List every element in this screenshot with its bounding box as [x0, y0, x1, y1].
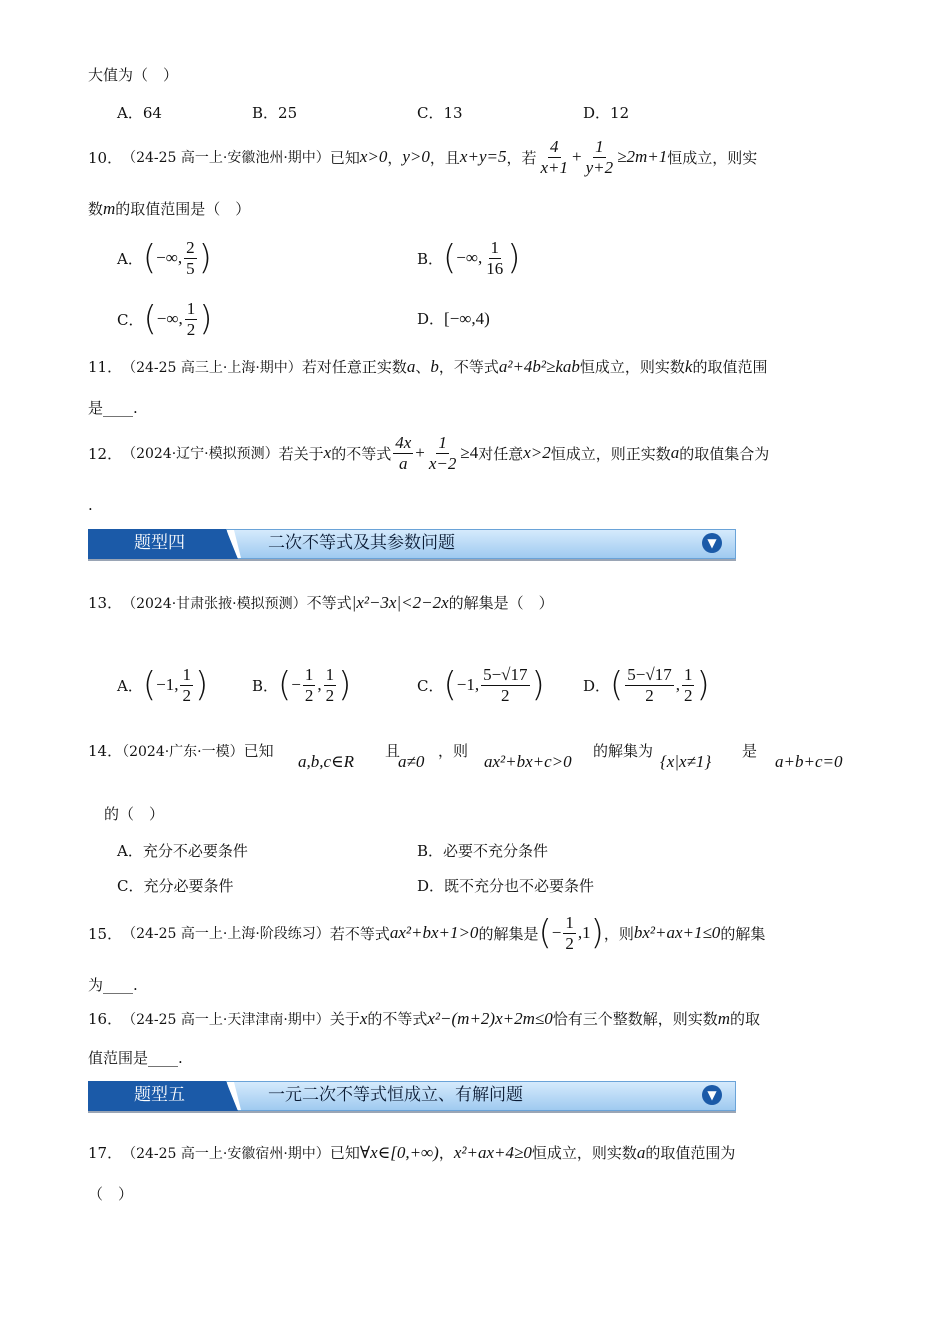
- question-number: 16．: [88, 1010, 123, 1028]
- question-source: （24-25 高三上·上海·期中）: [122, 359, 302, 376]
- q14-set: a,b,c∈R: [298, 752, 355, 771]
- q14-option-d: D．既不充分也不必要条件: [417, 877, 595, 895]
- q9-option-d: D．12: [583, 104, 630, 122]
- q14-cond: a≠0: [398, 752, 425, 771]
- question-number: 11．: [88, 358, 123, 376]
- q14-option-c: C．充分必要条件: [117, 877, 234, 895]
- q14-is: 是: [742, 742, 758, 760]
- question-source: （2024·广东·一模）: [122, 744, 244, 760]
- q10-stem-line2: 数m的取值范围是（ ）: [88, 199, 251, 218]
- q14-conclusion: a+b+c=0: [775, 752, 843, 771]
- section-title: 二次不等式及其参数问题: [268, 533, 455, 553]
- q9-option-c: C．13: [417, 104, 463, 122]
- q13-stem: 13． （2024·甘肃张掖·模拟预测） 不等式 |x²−3x|<2−2x 的解集是（ ）: [88, 592, 554, 612]
- section-tag: 题型四: [88, 529, 238, 559]
- q17-stem: 17． （24-25 高一上·安徽宿州·期中） 已知 ∀x∈[0,+∞) ， x²+ax+4≥0 恒成立，则实数 a 的取值范围为: [88, 1142, 736, 1162]
- q14-and: 且: [385, 742, 401, 760]
- q14-expr: ax²+bx+c>0: [484, 752, 572, 771]
- question-source: （24-25 高一上·上海·阶段练习）: [122, 926, 330, 942]
- q14-solset: {x|x≠1}: [660, 752, 712, 771]
- section-banner-4: [88, 529, 736, 559]
- fraction: $\frac{1}{y+2}$: [585, 136, 614, 177]
- question-number: 15．: [88, 924, 123, 943]
- question-source: （2024·辽宁·模拟预测）: [122, 446, 279, 462]
- q14-num-src: 14．（2024·广东·一模）已知: [88, 742, 274, 760]
- q17-line2: （ ）: [88, 1185, 134, 1203]
- q10-stem: 10． （24-25 高一上·安徽池州·期中） 已知 x>0 ， y>0 ，且 x+y=5 ，若 $\frac{4}{x+1}$ + $\frac{1}{y+2}$ ≥2m+1 恒成立，则实: [88, 136, 758, 177]
- question-source: （24-25 高一上·天津津南·期中）: [122, 1011, 330, 1028]
- q10-option-b: B． ( −∞, $\frac{1}{16}$ ): [417, 237, 521, 278]
- q16-stem: 16． （24-25 高一上·天津津南·期中） 关于 x 的不等式 x²−(m+2)x+2m≤0 恰有三个整数解，则实数 m 的取: [88, 1008, 761, 1028]
- q14-option-b: B．必要不充分条件: [417, 842, 549, 860]
- q9-tail: 大值为（ ）: [88, 66, 179, 84]
- q9-option-a: A．64: [117, 104, 162, 122]
- q10-option-a: A． ( −∞, $\frac{2}{5}$ ): [117, 237, 212, 278]
- q15-stem: 15． （24-25 高一上·上海·阶段练习） 若不等式 ax²+bx+1>0 的解集是 ( − $\frac{1}{2}$ ,1 ) ，则 bx²+ax+1≤0 的解集: [88, 912, 766, 953]
- question-source: （24-25 高一上·安徽池州·期中）: [122, 150, 330, 166]
- question-number: 13．: [88, 594, 123, 612]
- q14-solset-label: 的解集为: [593, 742, 654, 760]
- q15-line2: 为____.: [88, 976, 138, 994]
- section-title: 一元二次不等式恒成立、有解问题: [268, 1085, 523, 1105]
- question-number: 10．: [88, 148, 123, 167]
- chevron-down-icon[interactable]: ▼: [702, 533, 722, 553]
- section-tag: 题型五: [88, 1081, 238, 1111]
- q13-option-a: A． ( −1, $\frac{1}{2}$ ): [117, 664, 209, 705]
- q14-line2: 的（ ）: [104, 805, 165, 823]
- q9-option-b: B．25: [252, 104, 298, 122]
- q13-option-d: D． ( $\frac{5-√17}{2}$ , $\frac{1}{2}$ ): [583, 664, 710, 705]
- question-source: （2024·甘肃张掖·模拟预测）: [122, 595, 307, 612]
- q12-stem: 12． （2024·辽宁·模拟预测） 若关于 x 的不等式 $\frac{4x}{a}$ + $\frac{1}{x-2}$ ≥4 对任意 x>2 恒成立，则正实数 a 的取值集合为: [88, 432, 770, 473]
- q12-line2: .: [88, 496, 93, 514]
- q10-option-d: D． [ −∞,4 ): [417, 308, 490, 328]
- q13-option-c: C． ( −1, $\frac{5-√17}{2}$ ): [417, 664, 545, 705]
- q11-stem: 11． （24-25 高三上·上海·期中） 若对任意正实数 a 、 b ，不等式 a²+4b²≥kab 恒成立，则实数 k 的取值范围: [88, 356, 768, 376]
- q13-option-b: B． ( − $\frac{1}{2}$ , $\frac{1}{2}$ ): [252, 664, 352, 705]
- chevron-down-icon[interactable]: ▼: [702, 1085, 722, 1105]
- question-number: 12．: [88, 444, 123, 463]
- question-number: 14．: [88, 742, 123, 760]
- q16-line2: 值范围是____.: [88, 1049, 183, 1067]
- question-number: 17．: [88, 1144, 123, 1162]
- q10-option-c: C． ( −∞, $\frac{1}{2}$ ): [117, 298, 213, 339]
- q14-then: ，则: [438, 742, 469, 760]
- q11-line2: 是____.: [88, 399, 138, 417]
- fraction: $\frac{4}{x+1}$: [540, 136, 569, 177]
- q14-option-a: A．充分不必要条件: [117, 842, 248, 860]
- section-banner-5: [88, 1081, 736, 1111]
- question-source: （24-25 高一上·安徽宿州·期中）: [122, 1145, 330, 1162]
